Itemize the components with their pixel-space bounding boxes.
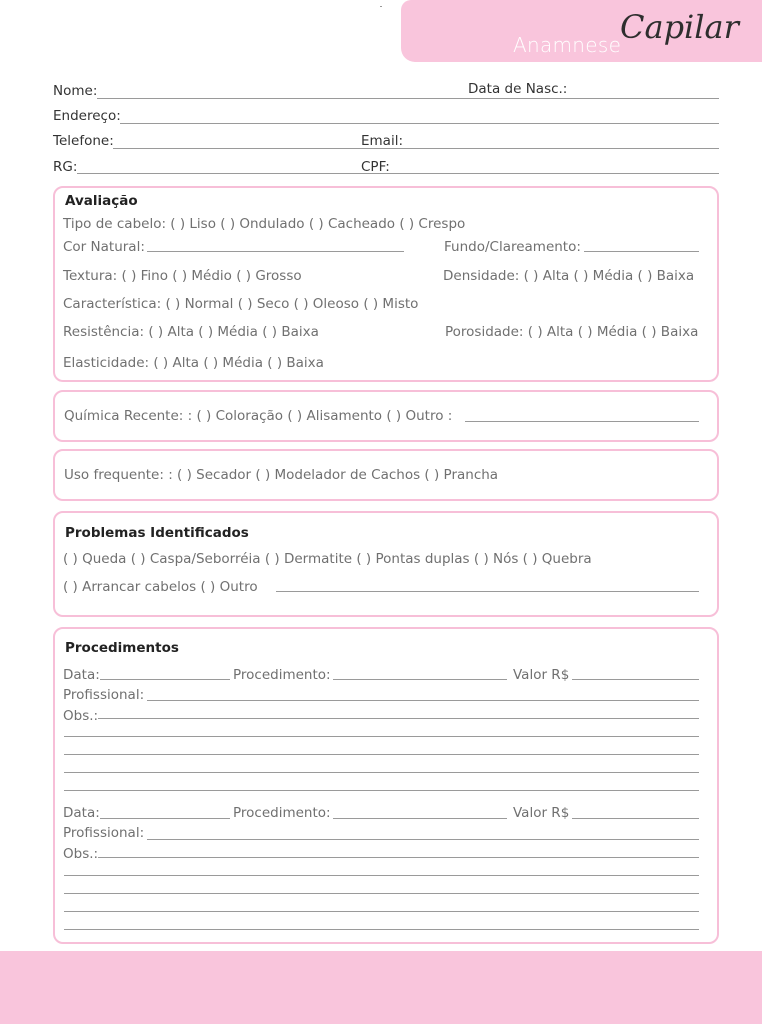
proc1-obs-line[interactable] (64, 736, 699, 737)
proc2-profissional-label: Profissional: (63, 825, 145, 841)
proc2-obs-line[interactable] (64, 875, 699, 876)
stray-mark (380, 6, 382, 7)
title-anamnese: Anamnese (513, 33, 622, 57)
proc2-valor-label: Valor R$ (513, 805, 570, 821)
proc1-valor-field[interactable] (572, 679, 699, 680)
footer-band (0, 951, 762, 1024)
resistencia[interactable]: Resistência: ( ) Alta ( ) Média ( ) Baixa (63, 324, 319, 340)
cor-natural-field[interactable] (147, 251, 404, 252)
cor-natural-label: Cor Natural: (63, 239, 145, 255)
email-label: Email: (361, 133, 404, 149)
textura[interactable]: Textura: ( ) Fino ( ) Médio ( ) Grosso (63, 268, 302, 284)
telefone-label: Telefone: (53, 133, 114, 149)
proc1-data-field[interactable] (100, 679, 230, 680)
endereco-field[interactable] (120, 123, 719, 124)
rg-label: RG: (53, 159, 78, 175)
proc1-data-label: Data: (63, 667, 100, 683)
proc2-obs-line[interactable] (64, 929, 699, 930)
telefone-email-field[interactable] (113, 148, 719, 149)
proc2-profissional-field[interactable] (147, 839, 699, 840)
rg-cpf-field[interactable] (77, 173, 719, 174)
fundo-field[interactable] (584, 251, 699, 252)
title-capilar: Capilar (620, 8, 739, 46)
proc2-obs-line[interactable] (64, 911, 699, 912)
nome-label: Nome: (53, 83, 98, 99)
proc1-profissional-label: Profissional: (63, 687, 145, 703)
proc1-valor-label: Valor R$ (513, 667, 570, 683)
quimica-outro-field[interactable] (465, 421, 699, 422)
densidade[interactable]: Densidade: ( ) Alta ( ) Média ( ) Baixa (443, 268, 695, 284)
nome-field[interactable] (97, 98, 719, 99)
cpf-label: CPF: (361, 159, 390, 175)
caracteristica[interactable]: Característica: ( ) Normal ( ) Seco ( ) Oleoso ( ) Misto (63, 296, 419, 312)
proc2-data-label: Data: (63, 805, 100, 821)
procedimentos-title: Procedimentos (65, 640, 179, 656)
proc1-obs-line[interactable] (64, 754, 699, 755)
endereco-label: Endereço: (53, 108, 121, 124)
proc2-procedimento-field[interactable] (333, 818, 507, 819)
problemas-row2[interactable]: ( ) Arrancar cabelos ( ) Outro (63, 579, 258, 595)
proc1-obs-field[interactable] (98, 718, 699, 719)
elasticidade[interactable]: Elasticidade: ( ) Alta ( ) Média ( ) Baixa (63, 355, 324, 371)
proc2-valor-field[interactable] (572, 818, 699, 819)
problemas-outro-field[interactable] (276, 591, 699, 592)
data-nasc-label: Data de Nasc.: (468, 81, 568, 97)
proc1-procedimento-label: Procedimento: (233, 667, 331, 683)
proc2-procedimento-label: Procedimento: (233, 805, 331, 821)
porosidade[interactable]: Porosidade: ( ) Alta ( ) Média ( ) Baixa (445, 324, 699, 340)
proc2-obs-line[interactable] (64, 893, 699, 894)
proc1-profissional-field[interactable] (147, 700, 699, 701)
proc1-obs-line[interactable] (64, 790, 699, 791)
problemas-row1[interactable]: ( ) Queda ( ) Caspa/Seborréia ( ) Dermatite ( ) Pontas duplas ( ) Nós ( ) Quebra (63, 551, 592, 567)
problemas-title: Problemas Identificados (65, 525, 249, 541)
avaliacao-title: Avaliação (65, 193, 138, 209)
proc1-obs-label: Obs.: (63, 708, 99, 724)
proc1-obs-line[interactable] (64, 772, 699, 773)
tipo-cabelo[interactable]: Tipo de cabelo: ( ) Liso ( ) Ondulado ( ) Cacheado ( ) Crespo (63, 216, 466, 232)
proc2-obs-label: Obs.: (63, 846, 99, 862)
proc1-procedimento-field[interactable] (333, 679, 507, 680)
quimica-recente[interactable]: Química Recente: : ( ) Coloração ( ) Alisamento ( ) Outro : (64, 408, 453, 424)
proc2-obs-field[interactable] (98, 857, 699, 858)
uso-frequente[interactable]: Uso frequente: : ( ) Secador ( ) Modelador de Cachos ( ) Prancha (64, 467, 499, 483)
procedimentos-section (53, 627, 719, 944)
fundo-label: Fundo/Clareamento: (444, 239, 581, 255)
proc2-data-field[interactable] (100, 818, 230, 819)
